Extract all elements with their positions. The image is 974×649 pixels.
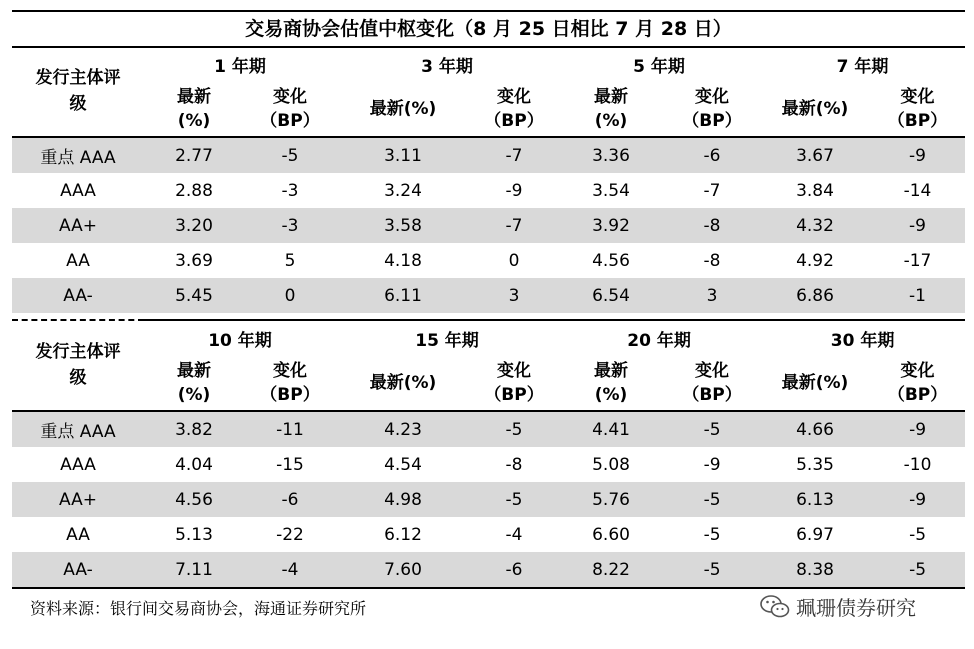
valuation-table-short-tenor	[12, 46, 965, 313]
value-cell: 4.18	[384, 250, 422, 271]
value-cell: -4	[505, 524, 523, 545]
value-cell: -14	[903, 180, 932, 201]
value-cell: -9	[870, 411, 965, 447]
value-cell: -6	[470, 552, 558, 588]
latest-header: 最新 (%)	[594, 361, 629, 405]
value-cell: 0	[244, 278, 336, 313]
latest-header: 最新 (%)	[177, 361, 211, 405]
wechat-icon	[760, 594, 790, 620]
value-cell: 7.11	[144, 552, 244, 588]
value-cell: -7	[470, 208, 558, 243]
period-header: 1 年期	[214, 56, 266, 77]
value-cell: -5	[870, 552, 965, 588]
value-cell: -10	[903, 454, 932, 475]
value-cell: -3	[244, 208, 336, 243]
value-cell: -11	[244, 411, 336, 447]
value-cell: 5.35	[796, 454, 834, 475]
valuation-table-long-tenor	[12, 320, 965, 589]
value-cell: -5	[909, 524, 927, 545]
period-header: 7 年期	[836, 56, 889, 77]
value-cell: -5	[703, 524, 721, 545]
value-cell: 5.45	[144, 278, 244, 313]
latest-header: 最新(%)	[781, 99, 849, 119]
value-cell: -17	[903, 250, 932, 271]
value-cell: -5	[664, 552, 760, 588]
grade-cell: 重点 AAA	[12, 137, 144, 173]
grade-cell: AA	[66, 524, 90, 545]
value-cell: 3	[664, 278, 760, 313]
table-row	[12, 278, 965, 313]
value-cell: 4.98	[336, 482, 470, 517]
table-row	[12, 482, 965, 517]
grade-cell: AA-	[12, 552, 144, 588]
value-cell: 5.08	[592, 454, 630, 475]
value-cell: 3.24	[384, 180, 422, 201]
value-cell: -5	[664, 482, 760, 517]
value-cell: -9	[870, 137, 965, 173]
grade-cell: AAA	[60, 454, 96, 475]
value-cell: 4.23	[336, 411, 470, 447]
period-header: 30 年期	[830, 330, 895, 351]
change-header: 变化 （BP）	[682, 87, 742, 131]
value-cell: -3	[281, 180, 299, 201]
value-cell: 4.66	[760, 411, 870, 447]
value-cell: -5	[244, 137, 336, 173]
value-cell: 4.04	[175, 454, 213, 475]
latest-header: 最新(%)	[369, 373, 437, 393]
value-cell: 4.92	[796, 250, 834, 271]
watermark-text: 珮珊债券研究	[796, 596, 916, 620]
grade-cell: AA+	[12, 208, 144, 243]
value-cell: 6.86	[760, 278, 870, 313]
value-cell: -9	[870, 482, 965, 517]
change-header: 变化 （BP）	[887, 361, 948, 405]
table-title: 交易商协会估值中枢变化（8 月 25 日相比 7 月 28 日）	[12, 10, 965, 48]
value-cell: -8	[505, 454, 523, 475]
change-header: 变化 （BP）	[260, 87, 320, 131]
value-cell: 5	[284, 250, 296, 271]
value-cell: -6	[244, 482, 336, 517]
grade-header: 发行主体评 级	[35, 68, 121, 114]
value-cell: -15	[276, 454, 304, 475]
value-cell: -7	[703, 180, 721, 201]
table-row	[12, 517, 965, 552]
grade-header: 发行主体评 级	[35, 342, 121, 388]
value-cell: -1	[870, 278, 965, 313]
value-cell: 8.38	[760, 552, 870, 588]
grade-cell: AA+	[12, 482, 144, 517]
value-cell: 4.56	[144, 482, 244, 517]
value-cell: 3.54	[592, 180, 630, 201]
grade-cell: AAA	[60, 180, 96, 201]
table-row	[12, 447, 965, 482]
latest-header: 最新 (%)	[177, 87, 211, 131]
value-cell: 2.77	[144, 137, 244, 173]
latest-header: 最新(%)	[369, 99, 437, 119]
value-cell: 6.13	[760, 482, 870, 517]
table-row	[12, 173, 965, 208]
period-header: 10 年期	[208, 330, 272, 351]
value-cell: 3.58	[336, 208, 470, 243]
table-row	[12, 208, 965, 243]
source-note: 资料来源：银行间交易商协会，海通证券研究所	[30, 599, 367, 618]
change-header: 变化 （BP）	[682, 361, 742, 405]
value-cell: 7.60	[336, 552, 470, 588]
latest-header: 最新 (%)	[594, 87, 628, 131]
value-cell: 4.54	[384, 454, 422, 475]
value-cell: -8	[664, 208, 760, 243]
value-cell: -7	[470, 137, 558, 173]
table-row	[12, 243, 965, 278]
table-row	[12, 137, 965, 173]
value-cell: 5.13	[175, 524, 213, 545]
value-cell: 6.97	[796, 524, 834, 545]
period-header: 3 年期	[421, 56, 473, 77]
table-row	[12, 411, 965, 447]
value-cell: 3.20	[144, 208, 244, 243]
value-cell: 3.36	[558, 137, 664, 173]
value-cell: -9	[505, 180, 523, 201]
value-cell: 6.11	[336, 278, 470, 313]
grade-cell: AA-	[12, 278, 144, 313]
value-cell: -22	[276, 524, 304, 545]
value-cell: 0	[508, 250, 520, 271]
grade-cell: AA	[66, 250, 90, 271]
value-cell: 3.69	[175, 250, 213, 271]
change-header: 变化 （BP）	[484, 87, 544, 131]
grade-cell: 重点 AAA	[12, 411, 144, 447]
value-cell: -5	[664, 411, 760, 447]
value-cell: 3.11	[336, 137, 470, 173]
period-header: 15 年期	[415, 330, 479, 351]
latest-header: 最新(%)	[781, 373, 849, 393]
watermark	[760, 592, 916, 621]
value-cell: 5.76	[558, 482, 664, 517]
change-header: 变化 （BP）	[484, 361, 544, 405]
change-header: 变化 （BP）	[887, 87, 948, 131]
value-cell: 4.56	[592, 250, 630, 271]
value-cell: 3.92	[558, 208, 664, 243]
value-cell: -6	[664, 137, 760, 173]
table-row	[12, 552, 965, 588]
value-cell: -8	[703, 250, 721, 271]
value-cell: 6.54	[558, 278, 664, 313]
value-cell: 4.32	[760, 208, 870, 243]
value-cell: -5	[470, 482, 558, 517]
value-cell: -9	[870, 208, 965, 243]
value-cell: 3.82	[144, 411, 244, 447]
value-cell: -4	[244, 552, 336, 588]
value-cell: 3.84	[796, 180, 834, 201]
value-cell: 4.41	[558, 411, 664, 447]
value-cell: 3	[470, 278, 558, 313]
value-cell: 8.22	[558, 552, 664, 588]
value-cell: -9	[703, 454, 721, 475]
value-cell: 3.67	[760, 137, 870, 173]
value-cell: 2.88	[175, 180, 213, 201]
value-cell: -5	[470, 411, 558, 447]
period-header: 20 年期	[627, 330, 691, 351]
value-cell: 6.12	[384, 524, 422, 545]
change-header: 变化 （BP）	[260, 361, 320, 405]
period-header: 5 年期	[633, 56, 685, 77]
value-cell: 6.60	[592, 524, 630, 545]
